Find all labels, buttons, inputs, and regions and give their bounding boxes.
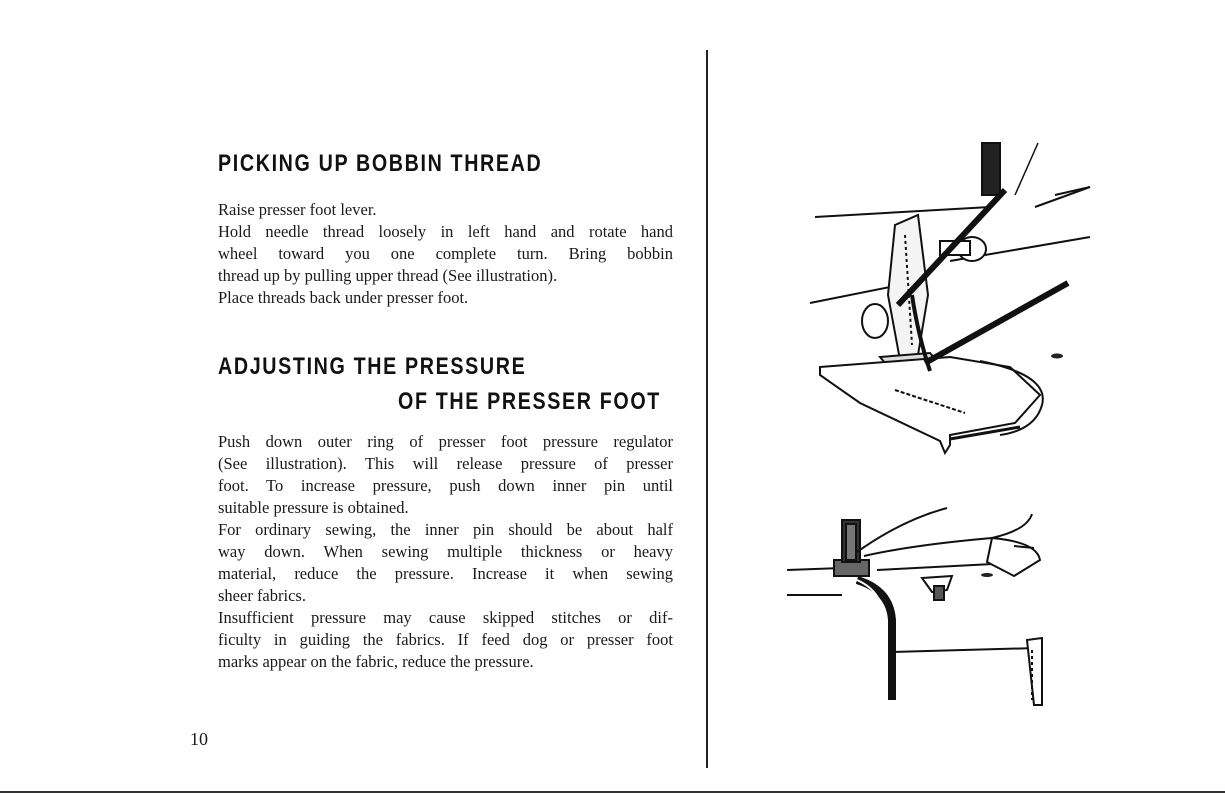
text-line: material, reduce the pressure. Increase it when sewing	[218, 564, 673, 583]
text-line: marks appear on the fabric, reduce the pressure.	[218, 652, 534, 671]
page-number: 10	[190, 729, 208, 749]
heading-adjusting-the-pressure: ADJUSTING THE PRESSURE	[218, 353, 527, 380]
text-line: Raise presser foot lever.	[218, 200, 377, 219]
heading-of-the-presser-foot: OF THE PRESSER FOOT	[398, 388, 661, 415]
text-line: way down. When sewing multiple thickness or heavy	[218, 542, 673, 561]
text-line: For ordinary sewing, the inner pin should be about half	[218, 520, 673, 539]
paragraph-bobbin-thread	[218, 199, 673, 309]
column-divider	[706, 50, 708, 768]
paragraph-presser-pressure	[218, 431, 673, 673]
text-line: suitable pressure is obtained.	[218, 498, 409, 517]
page-edge	[0, 791, 1225, 793]
presser-foot-illustration	[800, 135, 1100, 465]
text-line: Push down outer ring of presser foot pressure regulator	[218, 432, 673, 451]
pressure-regulator-illustration	[782, 500, 1062, 710]
text-line: Hold needle thread loosely in left hand and rotate hand	[218, 222, 673, 241]
text-line: Place threads back under presser foot.	[218, 288, 469, 307]
heading-picking-up-bobbin-thread: PICKING UP BOBBIN THREAD	[218, 150, 543, 177]
text-line: (See illustration). This will release pressure of presser	[218, 454, 673, 473]
text-line: wheel toward you one complete turn. Bring bobbin	[218, 244, 673, 263]
text-line: ficulty in guiding the fabrics. If feed dog or presser foot	[218, 630, 673, 649]
text-line: Insufficient pressure may cause skipped stitches or dif-	[218, 608, 673, 627]
text-line: foot. To increase pressure, push down inner pin until	[218, 476, 673, 495]
text-line: thread up by pulling upper thread (See illustration).	[218, 266, 558, 285]
text-line: sheer fabrics.	[218, 586, 306, 605]
